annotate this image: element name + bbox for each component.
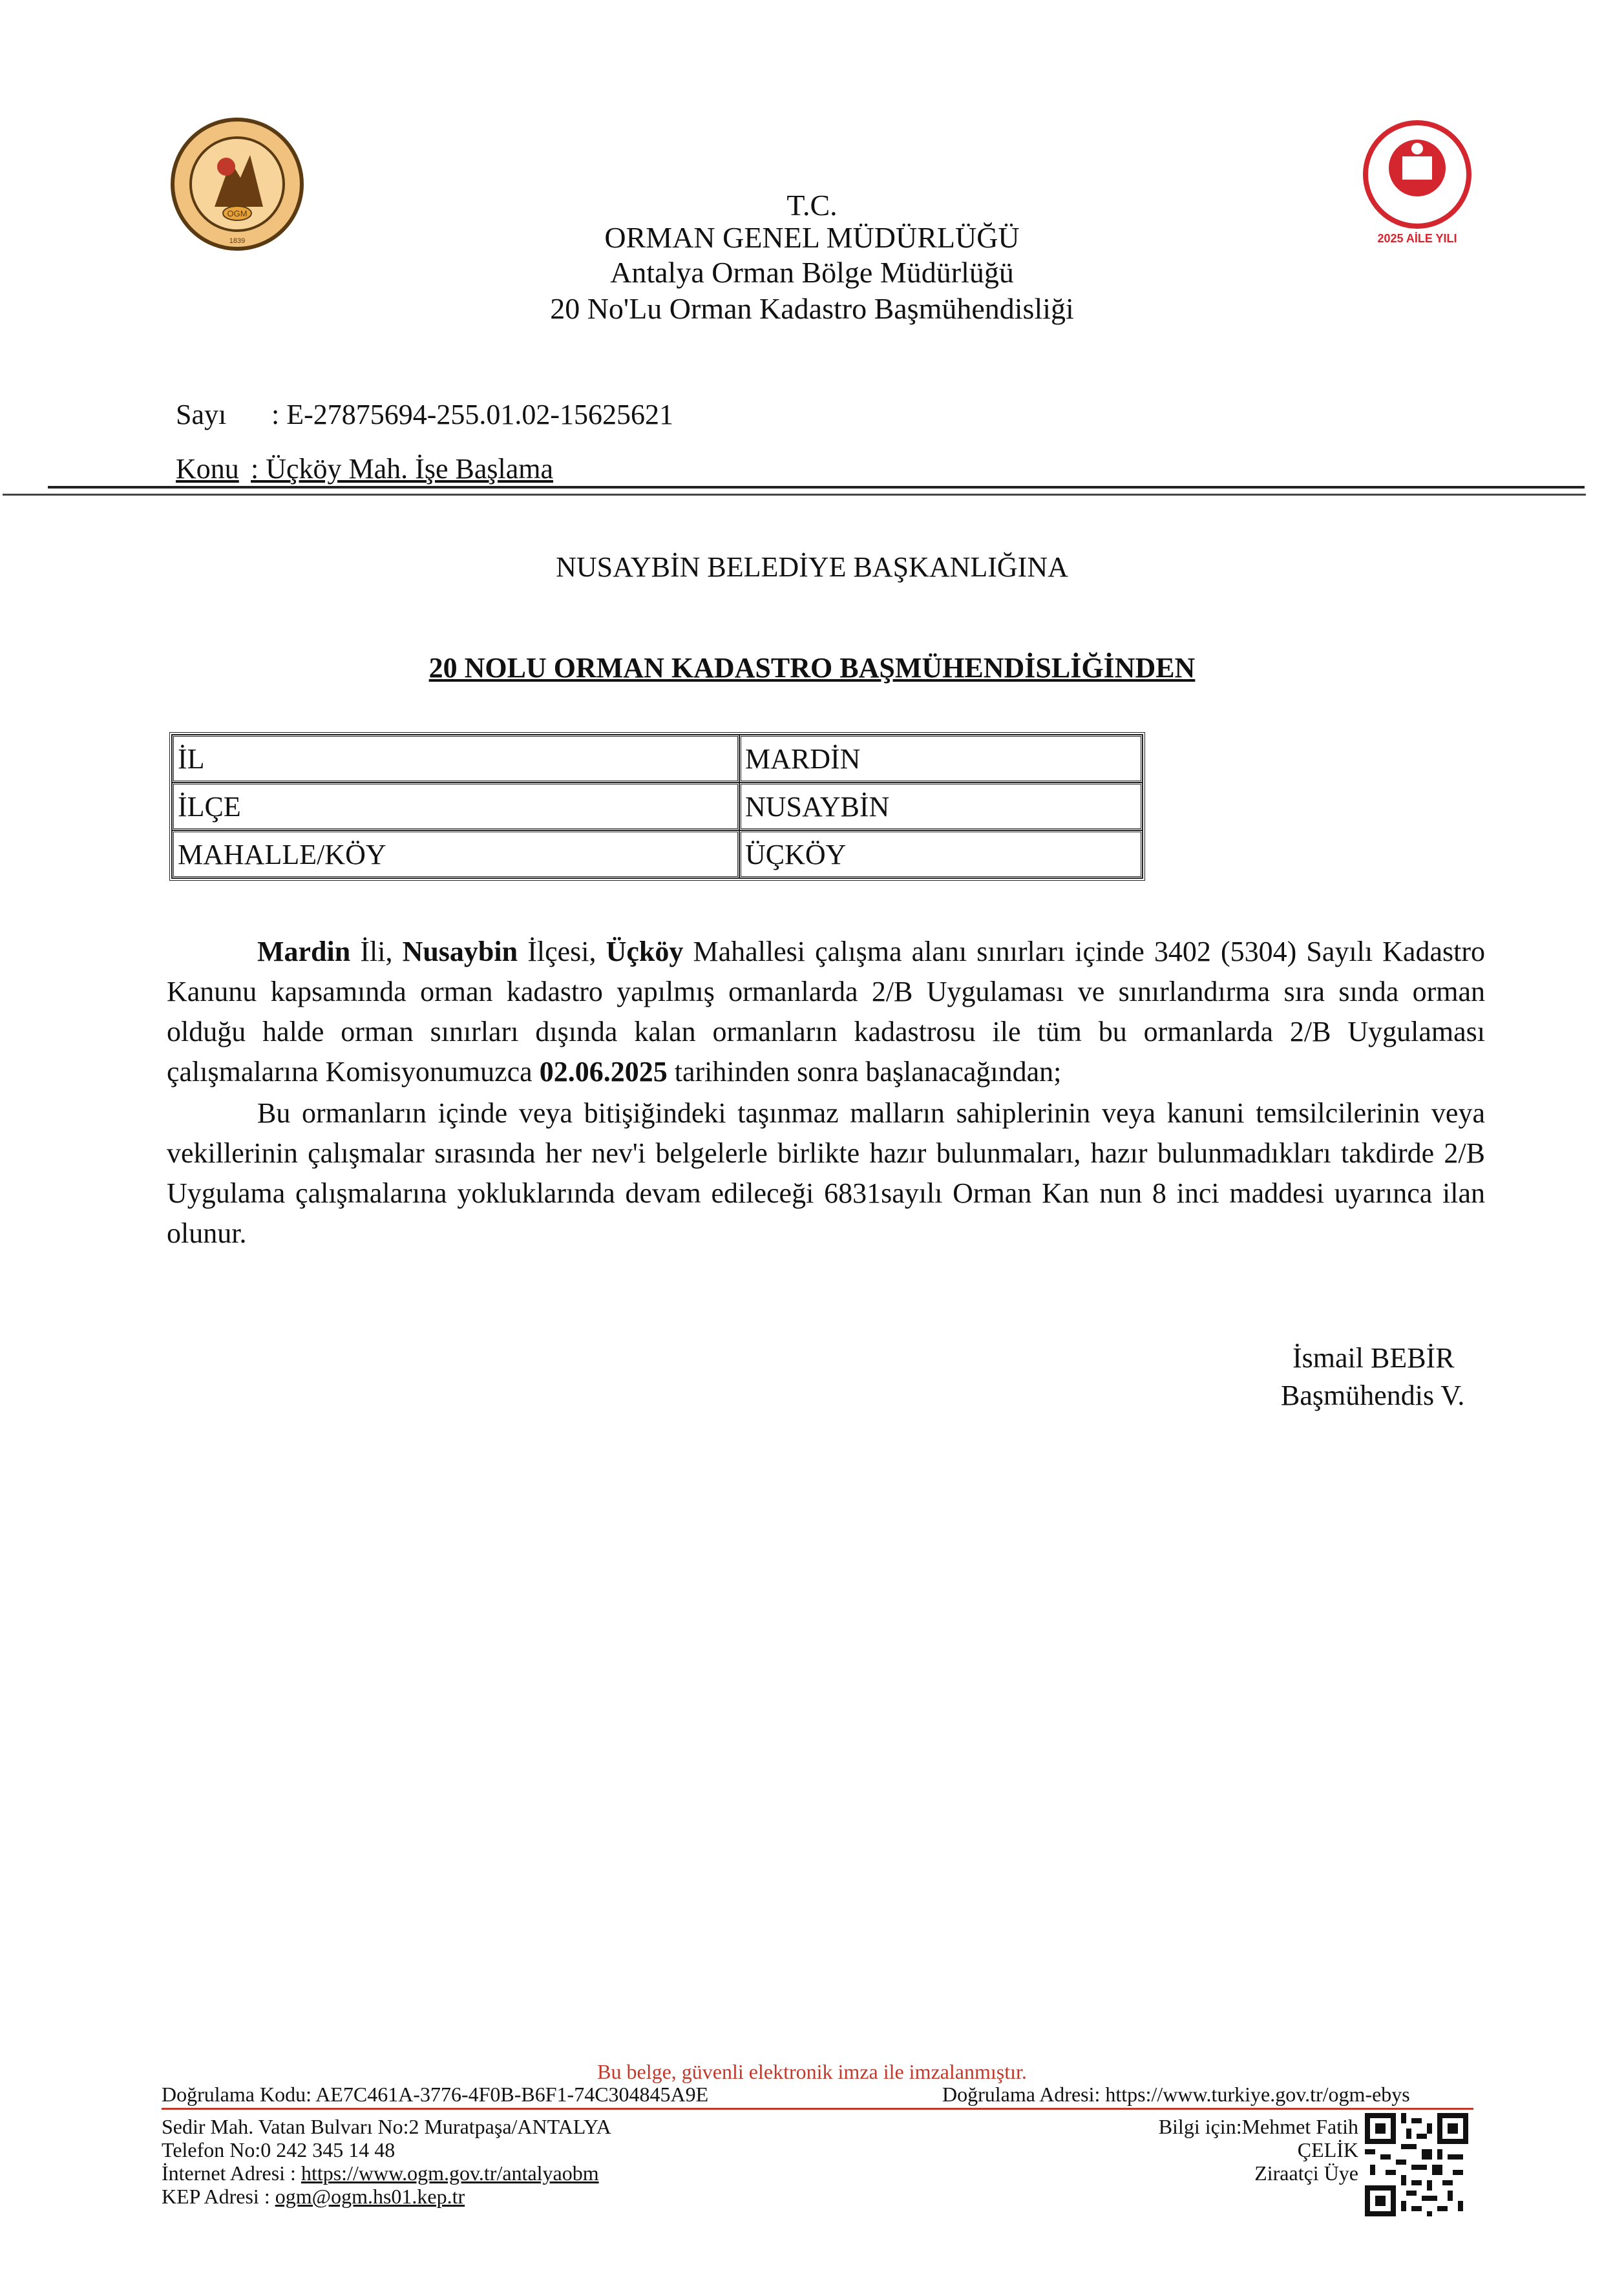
subtitle: 20 NOLU ORMAN KADASTRO BAŞMÜHENDİSLİĞİNDEN	[428, 652, 1196, 684]
table-cell-label: İL	[172, 735, 739, 783]
table-row	[172, 783, 1143, 830]
header-department: 20 No'Lu Orman Kadastro Başmühendisliği	[550, 292, 1074, 325]
table-row	[172, 830, 1143, 878]
signer-title: Başmühendis V.	[1281, 1380, 1465, 1411]
footer-internet	[162, 2161, 599, 2185]
footer-address: Sedir Mah. Vatan Bulvarı No:2 Muratpaşa/ANTALYA	[162, 2115, 611, 2138]
sayi-value: : E-27875694-255.01.02-15625621	[271, 399, 674, 430]
footer-kep	[162, 2184, 465, 2209]
aile-yili-text: 2025 AİLE YILI	[1377, 232, 1457, 245]
addressee: NUSAYBİN BELEDİYE BAŞKANLIĞINA	[556, 551, 1068, 583]
table-cell-label: MAHALLE/KÖY	[172, 830, 739, 878]
table-cell-value: MARDİN	[739, 735, 1143, 783]
ogm-logo-year: 1839	[229, 237, 246, 245]
qr-code-icon	[1365, 2113, 1468, 2216]
internet-link[interactable]: https://www.ogm.gov.tr/antalyaobm	[301, 2161, 599, 2185]
body-paragraph-2: Bu ormanların içinde veya bitişiğindeki taşınmaz malların sahiplerinin veya kanuni temsilcilerinin veya vekillerinin çalışmalar sırasında her nev'i belgelerle birlikte hazır bulunmaları, hazır bulunmadıkları takdirde 2/B Uygulama çalışmalarına yokluklarında devam edileceği 6831sayılı Orman Kan nun 8 inci maddesi uyarınca ilan olunur.	[167, 1097, 1485, 1249]
bold-district: Nusaybin	[402, 936, 518, 967]
sayi-label: Sayı	[176, 399, 227, 430]
signer-name: İsmail BEBİR	[1292, 1342, 1455, 1374]
kep-link[interactable]: ogm@ogm.hs01.kep.tr	[275, 2185, 465, 2208]
verify-code: Doğrulama Kodu: AE7C461A-3776-4F0B-B6F1-74C304845A9E	[162, 2083, 709, 2106]
bold-province: Mardin	[257, 936, 351, 967]
info-line-3: Ziraatçi Üye	[1254, 2161, 1358, 2185]
esign-note: Bu belge, güvenli elektronik imza ile imzalanmıştır.	[597, 2060, 1027, 2083]
table-cell-label: İLÇE	[172, 783, 739, 830]
internet-label: İnternet Adresi :	[162, 2161, 301, 2185]
info-line-2: ÇELİK	[1297, 2138, 1358, 2161]
header-divider-secondary	[3, 494, 1586, 496]
kep-label: KEP Adresi :	[162, 2185, 275, 2208]
table-cell-value: NUSAYBİN	[739, 783, 1143, 830]
bold-date: 02.06.2025	[539, 1056, 668, 1088]
text-span: Mahallesi çalışma alanı sınırları içinde 3402 (5304) Sayılı Kadastro Kanunu kapsamında orman kadastro yapılmış ormanlarda 2/B Uygulaması ve sınırlandırma sıra sında orman olduğu halde orman sınırları dışında kalan ormanların kadastrosu ile tüm bu ormanlarda 2/B Uygulaması çalışmalarına Komisyonumuzca	[167, 936, 1485, 1088]
konu-label: Konu	[176, 453, 239, 485]
ogm-logo-center-text: OGM	[227, 209, 248, 218]
table-cell-value: ÜÇKÖY	[739, 830, 1143, 878]
text-span: tarihinden sonra başlanacağından;	[667, 1056, 1062, 1088]
verify-address: Doğrulama Adresi: https://www.turkiye.gov.tr/ogm-ebys	[942, 2083, 1410, 2106]
footer-divider	[162, 2108, 1473, 2110]
info-line-1: Bilgi için:Mehmet Fatih	[1158, 2115, 1358, 2138]
konu-value: : Üçköy Mah. İşe Başlama	[251, 453, 553, 485]
location-table	[169, 732, 1145, 881]
text-span: İlçesi,	[518, 936, 606, 967]
header-tc: T.C.	[786, 189, 838, 222]
text-span: İli,	[350, 936, 403, 967]
header-institution: ORMAN GENEL MÜDÜRLÜĞÜ	[604, 221, 1020, 254]
header-regional: Antalya Orman Bölge Müdürlüğü	[610, 256, 1014, 289]
footer-phone: Telefon No:0 242 345 14 48	[162, 2138, 395, 2161]
table-row	[172, 735, 1143, 783]
body-paragraph-1	[167, 932, 1485, 1092]
bold-village: Üçköy	[606, 936, 684, 967]
header-divider	[48, 486, 1585, 489]
